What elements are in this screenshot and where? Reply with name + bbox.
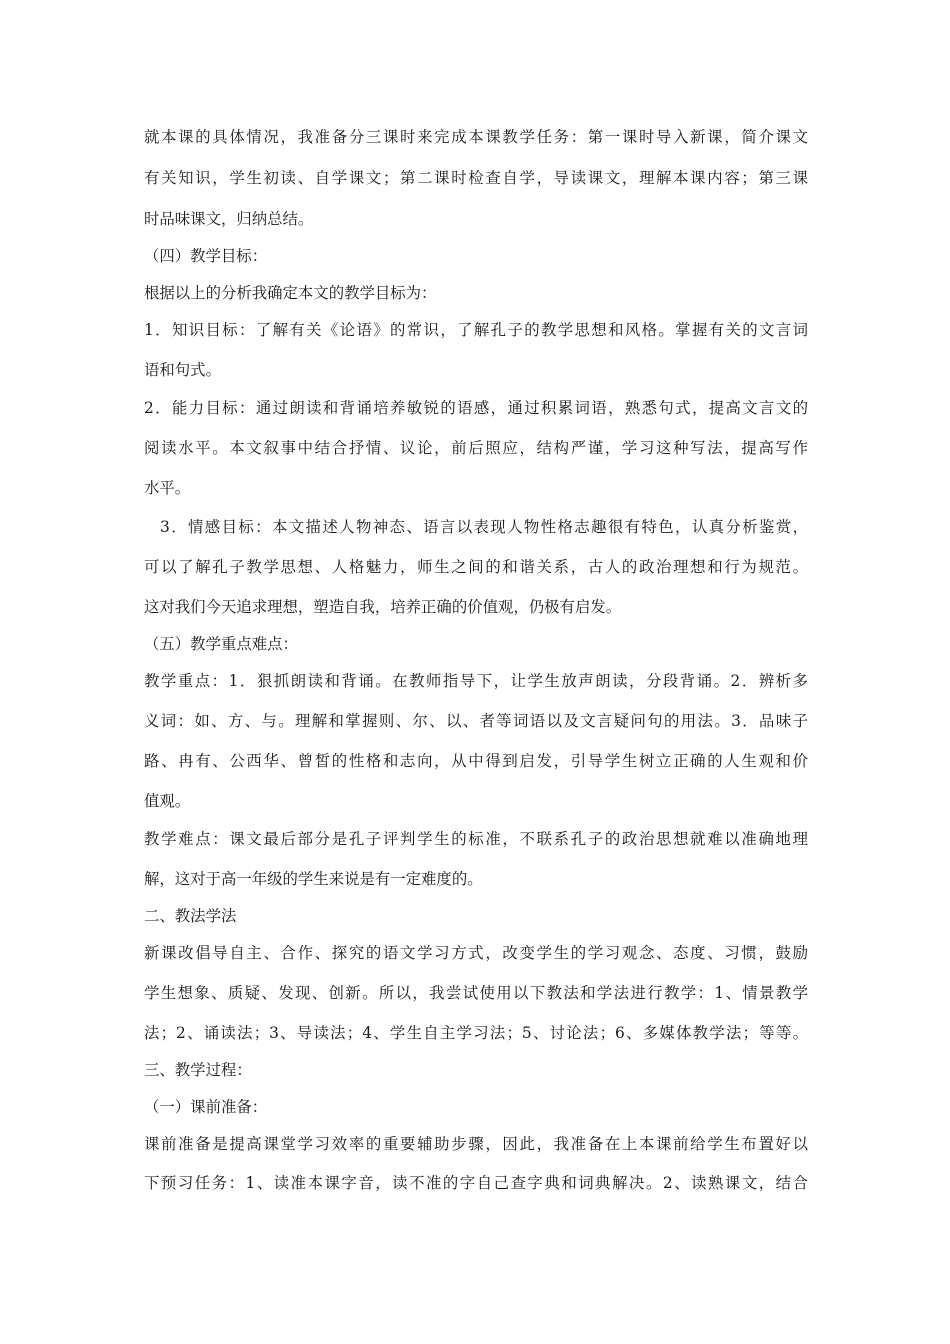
- paragraph-line: 下预习任务：1、读准本课字音，读不准的字自己查字典和词典解决。2、读熟课文，结合: [144, 1174, 808, 1192]
- section-heading: （五）教学重点难点：: [144, 635, 298, 653]
- section-heading: 二、教法学法: [144, 907, 237, 925]
- paragraph-line: 教学难点：课文最后部分是孔子评判学生的标准，不联系孔子的政治思想就难以准确地理: [144, 830, 808, 848]
- paragraph-line: 义词：如、方、与。理解和掌握则、尔、以、者等词语以及文言疑问句的用法。3．品味子: [144, 712, 808, 730]
- paragraph-line: 路、冉有、公西华、曾皙的性格和志向，从中得到启发，引导学生树立正确的人生观和价: [144, 752, 808, 770]
- paragraph-line: 新课改倡导自主、合作、探究的语文学习方式，改变学生的学习观念、态度、习惯，鼓励: [144, 944, 808, 962]
- paragraph-line: 值观。: [144, 792, 191, 810]
- paragraph-line: 这对我们今天追求理想，塑造自我，培养正确的价值观，仍极有启发。: [144, 598, 622, 616]
- paragraph-line: 根据以上的分析我确定本文的教学目标为：: [144, 284, 437, 302]
- section-heading: （四）教学目标：: [144, 247, 268, 265]
- paragraph-line: 解，这对于高一年级的学生来说是有一定难度的。: [144, 870, 483, 888]
- paragraph-line: 3．情感目标：本文描述人物神态、语言以表现人物性格志趣很有特色，认真分析鉴赏，: [160, 518, 808, 536]
- paragraph-line: 可以了解孔子教学思想、人格魅力，师生之间的和谐关系，古人的政治理想和行为规范。: [144, 558, 808, 576]
- paragraph-line: 法；2、诵读法；3、导读法；4、学生自主学习法；5、讨论法；6、多媒体教学法；等等。: [144, 1024, 808, 1042]
- paragraph-line: 阅读水平。本文叙事中结合抒情、议论，前后照应，结构严谨，学习这种写法，提高写作: [144, 439, 808, 457]
- paragraph-line: 2．能力目标：通过朗读和背诵培养敏锐的语感，通过积累词语，熟悉句式，提高文言文的: [144, 399, 808, 417]
- paragraph-line: 学生想象、质疑、发现、创新。所以，我尝试使用以下教法和学法进行教学：1、情景教学: [144, 984, 808, 1002]
- paragraph-line: 教学重点：1．狠抓朗读和背诵。在教师指导下，让学生放声朗读，分段背诵。2．辨析多: [144, 672, 808, 690]
- paragraph-line: 课前准备是提高课堂学习效率的重要辅助步骤，因此，我准备在上本课前给学生布置好以: [144, 1135, 808, 1153]
- paragraph-line: 有关知识，学生初读、自学课文；第二课时检查自学，导读课文，理解本课内容；第三课: [144, 169, 808, 187]
- paragraph-line: 1．知识目标：了解有关《论语》的常识，了解孔子的教学思想和风格。掌握有关的文言词: [144, 321, 808, 339]
- paragraph-line: 时品味课文，归纳总结。: [144, 210, 314, 228]
- paragraph-line: 就本课的具体情况，我准备分三课时来完成本课教学任务：第一课时导入新课，简介课文: [144, 128, 808, 146]
- section-heading: （一）课前准备：: [144, 1098, 268, 1116]
- section-heading: 三、教学过程：: [144, 1061, 252, 1079]
- paragraph-line: 水平。: [144, 479, 191, 497]
- paragraph-line: 语和句式。: [144, 361, 221, 379]
